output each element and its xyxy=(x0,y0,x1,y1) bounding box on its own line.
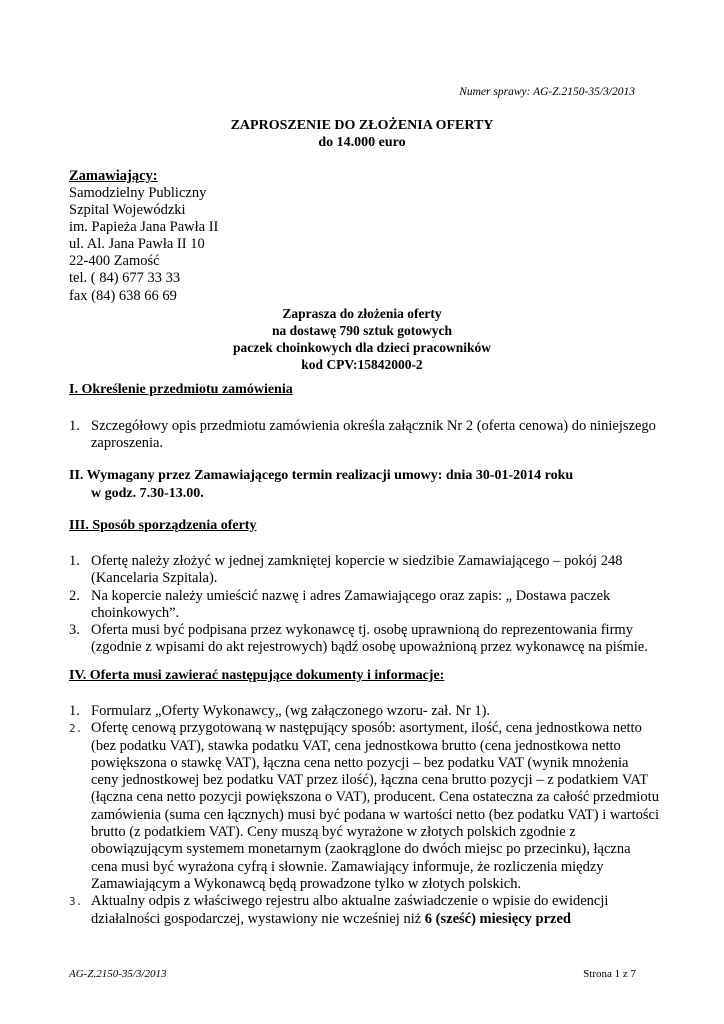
list-text: Ofertę cenową przygotowaną w następujący sposób: asortyment, ilość, cena jednostkowa netto (bez podatku VAT), stawka podatku VAT, cena jednostkowa brutto (cena jednostkowa netto powiększona o stawkę VAT), łączna cena netto pozycji – bez podatku VAT (wynik mnożenia ceny jednostkowej bez podatku VAT przez ilość), łączna cena brutto pozycji – z podatkiem VAT (łączna cena netto pozycji powiększona o VAT), producent. Cena ostateczna za całość przedmiotu zamówienia (suma cen łącznych) musi być podana w wartości netto (bez podatku VAT) i wartości brutto (z podatkiem VAT). Ceny muszą być wyrażone w złotych polskich zgodnie z obowiązującym systemem monetarnym (zaokrąglone do dwóch miejsc po przecinku), łączna cena musi być wyrażona cyfrą i słownie. Zamawiający informuje, że rozliczenia między Zamawiającym a Wykonawcą będą prowadzone tylko w złotych polskich. xyxy=(91,720,660,892)
list-text: Oferta musi być podpisana przez wykonawcę tj. osobę uprawnioną do reprezentowania firmy (zgodnie z wpisami do akt rejestrowych) bądź osobę upoważnioną przez wykonawcę na piśmie. xyxy=(91,622,648,656)
list-number: 2. xyxy=(69,722,83,736)
section-2-line: II. Wymagany przez Zamawiającego termin realizacji umowy: dnia 30-01-2014 roku xyxy=(69,468,574,483)
list-text: Aktualny odpis z właściwego rejestru albo aktualne zaświadczenie o wpisie do ewidencji działalności gospodarczej, wystawiony nie wcześniej niż xyxy=(91,893,609,927)
invitation-line: na dostawę 790 sztuk gotowych xyxy=(271,323,452,338)
case-number: Numer sprawy: AG-Z.2150-35/3/2013 xyxy=(459,86,635,98)
address-line: ul. Al. Jana Pawła II 10 xyxy=(69,236,205,253)
list-item xyxy=(69,703,659,720)
section-3-list xyxy=(69,553,659,657)
address-line: tel. ( 84) 677 33 33 xyxy=(69,270,181,287)
section-2-heading xyxy=(69,467,669,503)
list-text: Szczegółowy opis przedmiotu zamówienia określa załącznik Nr 2 (oferta cenowa) do niniejszego zaproszenia. xyxy=(91,418,656,452)
list-number: 1. xyxy=(69,703,80,719)
invitation-line: Zaprasza do złożenia oferty xyxy=(282,306,442,321)
page-number: Strona 1 z 7 xyxy=(583,968,636,980)
address-line: fax (84) 638 66 69 xyxy=(69,287,177,304)
section-1-list xyxy=(69,418,659,453)
invitation-line: paczek choinkowych dla dzieci pracowników xyxy=(232,340,491,355)
list-number: 3. xyxy=(69,622,80,639)
list-text: Formularz „Oferty Wykonawcy„ (wg załączonego wzoru- zał. Nr 1). xyxy=(91,703,491,719)
section-4-list xyxy=(69,703,659,928)
address-line: 22-400 Zamość xyxy=(69,253,160,270)
buyer-heading: Zamawiający: xyxy=(69,168,158,184)
invitation-block xyxy=(0,305,724,373)
invitation-line: kod CPV:15842000-2 xyxy=(301,357,423,372)
list-number: 1. xyxy=(69,553,80,569)
address-line: Samodzielny Publiczny xyxy=(69,185,207,201)
section-2-line: w godz. 7.30-13.00. xyxy=(91,486,204,501)
address-line: Szpital Wojewódzki xyxy=(69,202,186,219)
section-1-heading: I. Określenie przedmiotu zamówienia xyxy=(69,382,293,397)
list-text-bold: 6 (sześć) miesięcy przed xyxy=(424,910,571,927)
list-item xyxy=(69,893,659,928)
list-text: Ofertę należy złożyć w jednej zamkniętej kopercie w siedzibie Zamawiającego – pokój 248 (Kancelaria Szpitala). xyxy=(91,553,623,587)
section-3-heading: III. Sposób sporządzenia oferty xyxy=(69,518,257,533)
list-item xyxy=(69,720,659,893)
list-text: Na kopercie należy umieścić nazwę i adres Zamawiającego oraz zapis: „ Dostawa paczek choinkowych”. xyxy=(91,587,611,621)
list-item xyxy=(69,418,659,453)
list-item xyxy=(69,553,659,588)
address-line: im. Papieża Jana Pawła II xyxy=(69,219,219,236)
section-4-heading: IV. Oferta musi zawierać następujące dokumenty i informacje: xyxy=(69,668,445,683)
list-item xyxy=(69,622,659,657)
list-number: 2. xyxy=(69,587,80,604)
list-number: 1. xyxy=(69,418,80,434)
buyer-address xyxy=(69,185,218,305)
document-subtitle: do 14.000 euro xyxy=(318,135,406,150)
list-item xyxy=(69,588,659,623)
list-number: 3. xyxy=(69,895,83,909)
footer-reference: AG-Z.2150-35/3/2013 xyxy=(69,968,167,980)
document-title: ZAPROSZENIE DO ZŁOŻENIA OFERTY xyxy=(230,118,494,133)
